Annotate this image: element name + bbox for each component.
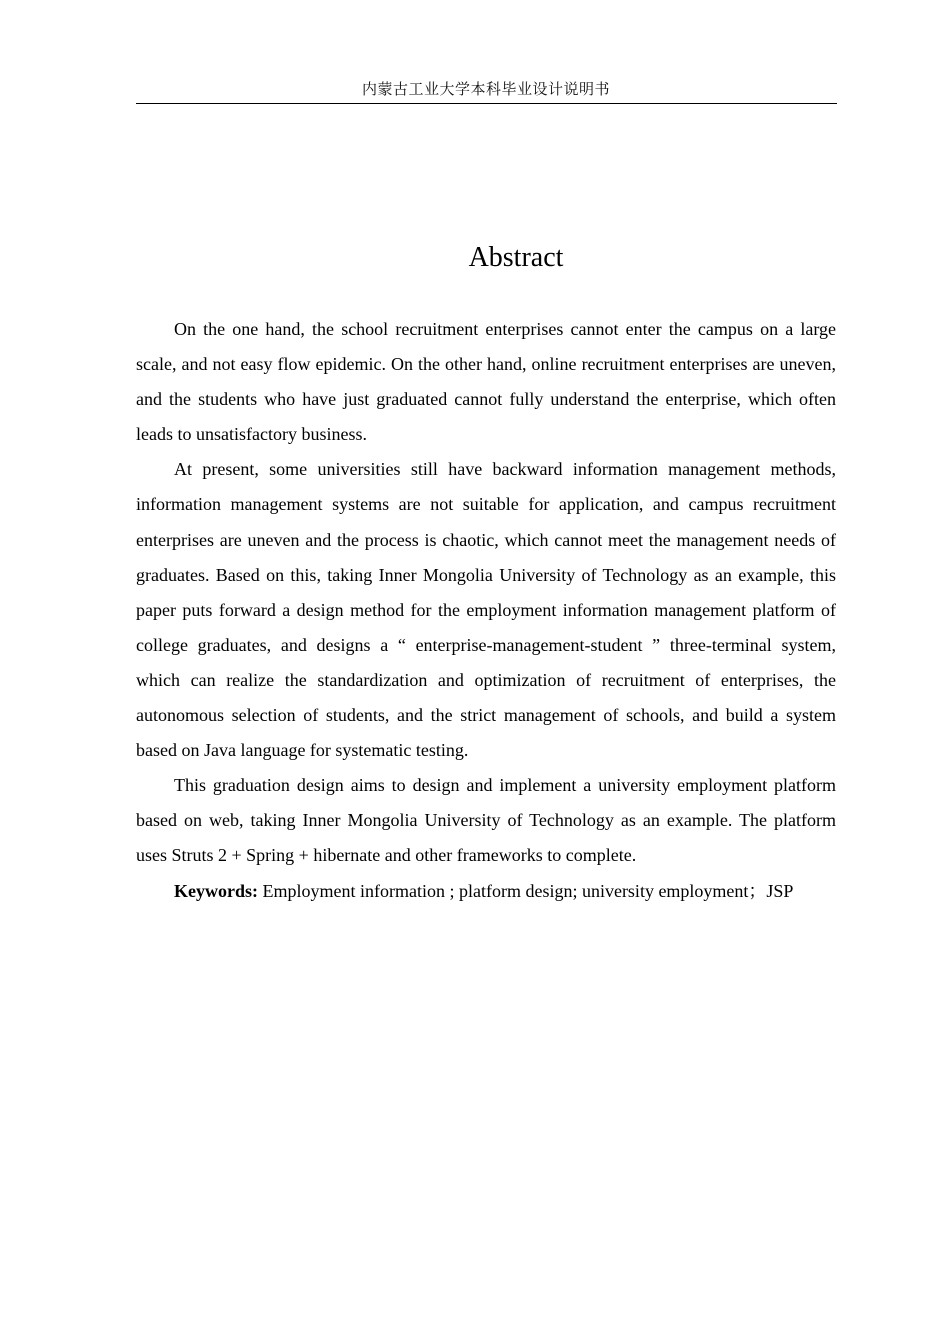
abstract-title: Abstract xyxy=(468,242,564,273)
abstract-paragraph-2: At present, some universities still have backward information management methods, information management systems are not suitable for application, and campus recruitment enterprises are uneven and the process is chaotic, which cannot meet the management needs of graduates. Based on this, taking Inner Mongolia University of Technology as an example, this paper puts forward a design method for the employment information management platform of college graduates, and designs a “ enterprise-management-student ” three-terminal system, which can realize the standardization and optimization of recruitment of enterprises, the autonomous selection of students, and the strict management of schools, and build a system based on Java language for systematic testing. xyxy=(136,459,836,761)
keywords-label: Keywords: xyxy=(174,880,258,901)
abstract-paragraph-3: This graduation design aims to design and implement a university employment platform based on web, taking Inner Mongolia University of Technology as an example. The platform uses Struts 2 + Spring + hibernate and other frameworks to complete. xyxy=(136,775,836,866)
abstract-paragraph-1: On the one hand, the school recruitment enterprises cannot enter the campus on a large scale, and not easy flow epidemic. On the other hand, online recruitment enterprises are uneven, and the students who have just graduated cannot fully understand the enterprise, which often leads to unsatisfactory business. xyxy=(136,319,836,445)
keywords-text: Employment information ; platform design; university employment；JSP xyxy=(258,880,794,901)
abstract-body xyxy=(136,312,836,909)
keywords-line xyxy=(136,874,836,909)
header-rule xyxy=(136,103,837,104)
running-header: 内蒙古工业大学本科毕业设计说明书 xyxy=(361,80,610,98)
